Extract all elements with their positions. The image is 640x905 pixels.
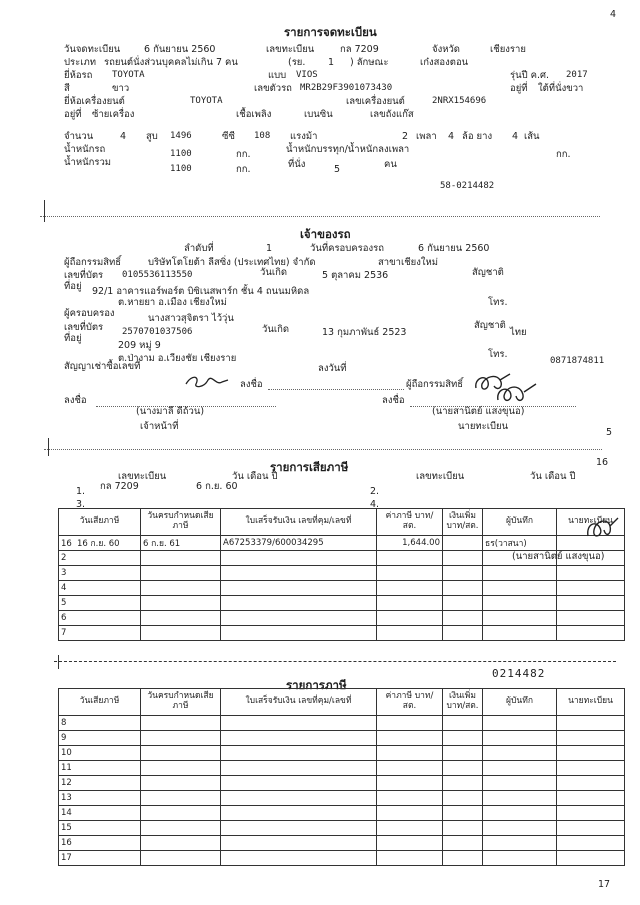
tax2-cell-3	[377, 851, 443, 866]
row-number: 4	[61, 583, 67, 593]
tax-tax: 1,644.00	[402, 538, 440, 548]
tax2-cell-6	[557, 806, 625, 821]
row-number: 5	[61, 598, 67, 608]
possessor-card-number: 2570701037506	[122, 327, 193, 337]
table-row	[59, 731, 625, 746]
label-gross-weight: น้ำหนักรวม	[64, 157, 112, 168]
tax-cell-receipt	[221, 611, 377, 626]
tax2-cell-5	[483, 806, 557, 821]
holder-address-2: ต.หายยา อ.เมือง เชียงใหม่	[118, 297, 227, 308]
owner-title: เจ้าของรถ	[300, 227, 351, 241]
tax-col-header-1: วันครบกำหนดเสียภาษี	[141, 509, 221, 536]
tax2-cell-1	[141, 716, 221, 731]
tax2-cell-4	[443, 851, 483, 866]
tax-cell-tax	[377, 566, 443, 581]
tax2-cell-6	[557, 761, 625, 776]
label-contract: สัญญาเช่าซื้อเลขที่	[64, 361, 141, 372]
label-horsepower: แรงม้า	[290, 131, 318, 142]
ry-number: 1	[328, 57, 335, 68]
label-cylinders: สูบ	[146, 131, 158, 142]
label-birth: วันเกิด	[260, 267, 287, 278]
chassis-location: ใต้ที่นั่งขวา	[538, 83, 584, 94]
tax-col-header-3: ค่าภาษี บาท/สต.	[377, 509, 443, 536]
label-gross-kg: กก.	[236, 164, 251, 175]
tax2-cell-0	[59, 806, 141, 821]
seats: 5	[334, 164, 341, 175]
tax-registrar-signature	[582, 514, 622, 542]
model-year: 2017	[566, 70, 588, 80]
tax-cell-rec	[483, 566, 557, 581]
tax2-cell-6	[557, 716, 625, 731]
tax2-cell-6	[557, 851, 625, 866]
tax2-cell-1	[141, 821, 221, 836]
tax2-cell-2	[221, 821, 377, 836]
tax-cell-extra	[443, 536, 483, 551]
label-model: แบบ	[268, 70, 287, 81]
row-number: 13	[61, 793, 72, 803]
tax-cell-extra	[443, 611, 483, 626]
tax2-cell-6	[557, 821, 625, 836]
registration-title: รายการจดทะเบียน	[284, 25, 377, 39]
tax-cell-rec	[483, 581, 557, 596]
table-row	[59, 851, 625, 866]
row-number: 16	[61, 539, 72, 549]
possessor-name: นางสาวสุจิตรา ไว้วุ่น	[148, 313, 234, 324]
tax2-cell-1	[141, 776, 221, 791]
label-reg-date: วันจดทะเบียน	[64, 44, 121, 55]
tax-cell-reg	[557, 581, 625, 596]
tax-header-regno-1: เลขทะเบียน	[118, 471, 167, 482]
divider-tick	[44, 200, 45, 222]
tax-entry-1-regno: กล 7209	[100, 481, 139, 492]
tax2-cell-3	[377, 791, 443, 806]
tax-receipt: A67253379/600034295	[223, 538, 324, 548]
tax2-cell-5	[483, 821, 557, 836]
row-number: 7	[61, 628, 67, 638]
page-number-5: 5	[606, 427, 613, 438]
row-number: 9	[61, 733, 67, 743]
tax-col-header-4: เงินเพิ่ม บาท/สต.	[443, 509, 483, 536]
axles: 2	[402, 131, 409, 142]
fuel: เบนซิน	[304, 109, 333, 120]
tax2-cell-2	[221, 761, 377, 776]
label-registrar: นายทะเบียน	[458, 421, 509, 432]
tax2-cell-2	[221, 716, 377, 731]
tax2-cell-4	[443, 791, 483, 806]
tax2-cell-2	[221, 791, 377, 806]
row-number: 16	[61, 838, 72, 848]
tax2-cell-0	[59, 851, 141, 866]
tax2-cell-6	[557, 836, 625, 851]
tax-cell-receipt	[221, 536, 377, 551]
tax-cell-reg	[557, 596, 625, 611]
reg-number: กล 7209	[340, 44, 379, 55]
tax2-col-header-3: ค่าภาษี บาท/สต.	[377, 689, 443, 716]
tax2-cell-0	[59, 821, 141, 836]
tax2-cell-5	[483, 716, 557, 731]
label-chassis-location: อยู่ที่	[510, 83, 528, 94]
row-number: 10	[61, 748, 72, 758]
label-nationality: สัญชาติ	[472, 267, 504, 278]
tax2-serial: 0214482	[492, 667, 546, 680]
tax2-cell-4	[443, 806, 483, 821]
tax2-cell-4	[443, 731, 483, 746]
table-row	[59, 791, 625, 806]
label-chassis: เลขตัวรถ	[254, 83, 292, 94]
label-officer: เจ้าหน้าที่	[140, 421, 179, 432]
label-seats: ที่นั่ง	[288, 159, 306, 170]
row-number: 14	[61, 808, 72, 818]
vehicle-type: รถยนต์นั่งส่วนบุคคลไม่เกิน 7 คน	[104, 57, 238, 68]
tax-header-date-1: วัน เดือน ปี	[232, 471, 278, 482]
tax-cell-date	[59, 536, 141, 551]
tax2-col-header-6: นายทะเบียน	[557, 689, 625, 716]
tax-cell-extra	[443, 566, 483, 581]
holder-name: บริษัทโตโยต้า ลีสซิ่ง (ประเทศไทย) จำกัด	[148, 257, 316, 268]
label-holder: ผู้ถือกรรมสิทธิ์	[64, 257, 122, 268]
section-divider-2	[44, 449, 602, 450]
tax2-cell-1	[141, 731, 221, 746]
tax2-cell-5	[483, 776, 557, 791]
tax2-cell-1	[141, 746, 221, 761]
table-row	[59, 746, 625, 761]
tax2-col-header-0: วันเสียภาษี	[59, 689, 141, 716]
table-row	[59, 596, 625, 611]
tax2-cell-4	[443, 761, 483, 776]
ry-label: (รย.	[288, 57, 306, 68]
label-load: น้ำหนักบรรทุก/น้ำหนักลงเพลา	[286, 144, 410, 155]
tax-cell-receipt	[221, 581, 377, 596]
table-row	[59, 536, 625, 551]
possessor-birth: 13 กุมภาพันธ์ 2523	[322, 327, 407, 338]
tax-due: 6 ก.ย. 61	[143, 539, 181, 549]
table-row	[59, 716, 625, 731]
tax-cell-date	[59, 581, 141, 596]
tax-cell-due	[141, 596, 221, 611]
section-divider	[40, 216, 600, 217]
model: VIOS	[296, 70, 318, 80]
label-tires: เส้น	[524, 131, 540, 142]
tax2-cell-4	[443, 776, 483, 791]
tax-cell-receipt	[221, 596, 377, 611]
registrar-name: (นายสานิตย์ แสงขุนอ)	[432, 406, 525, 417]
tax2-cell-6	[557, 731, 625, 746]
label-sequence: ลำดับที่	[184, 243, 214, 254]
divider-tick-3	[58, 655, 59, 669]
section-divider-3	[54, 661, 616, 662]
tax2-cell-0	[59, 776, 141, 791]
tax-cell-extra	[443, 581, 483, 596]
tax-title: รายการเสียภาษี	[270, 460, 349, 474]
tax-cell-rec	[483, 626, 557, 641]
label-color: สี	[64, 83, 70, 94]
tax2-cell-5	[483, 791, 557, 806]
tax-entry-3-index: 3.	[76, 499, 86, 510]
tax-cell-receipt	[221, 626, 377, 641]
vehicle-style: เก๋งสองตอน	[420, 57, 469, 68]
holder-branch: สาขาเชียงใหม่	[378, 257, 439, 268]
tax-header-date-2: วัน เดือน ปี	[530, 471, 576, 482]
tax-cell-reg	[557, 626, 625, 641]
tax2-title: รายการภาษี	[286, 678, 347, 692]
tax-registrar-name: (นายสานิตย์ แสงขุนอ)	[512, 551, 605, 562]
chassis-number: MR2B29F3901073430	[300, 83, 393, 93]
tax-cell-date	[59, 596, 141, 611]
row-number: 3	[61, 568, 67, 578]
tax2-cell-0	[59, 791, 141, 806]
tax2-cell-3	[377, 806, 443, 821]
table-row	[59, 611, 625, 626]
label-style: ) ลักษณะ	[350, 57, 389, 68]
province: เชียงราย	[490, 44, 526, 55]
label-wheels: ล้อ ยาง	[462, 131, 493, 142]
tax-cell-date	[59, 551, 141, 566]
tax2-cell-0	[59, 731, 141, 746]
tax-cell-receipt	[221, 566, 377, 581]
tax-cell-due	[141, 626, 221, 641]
tax-cell-tax	[377, 626, 443, 641]
row-number: 11	[61, 763, 72, 773]
tax2-col-header-2: ใบเสร็จรับเงิน เลขที่คุม/เลขที่	[221, 689, 377, 716]
tax-table	[58, 508, 625, 641]
label-brand: ยี่ห้อรถ	[64, 70, 93, 81]
tax-col-header-6: นายทะเบียน	[557, 509, 625, 536]
tax-col-header-2: ใบเสร็จรับเงิน เลขที่คุม/เลขที่	[221, 509, 377, 536]
tax2-cell-3	[377, 731, 443, 746]
officer-name: (นางมาลี ดีถ้วน)	[136, 406, 205, 417]
tax-cell-due	[141, 536, 221, 551]
label-cc: ซีซี	[222, 131, 235, 142]
table-row	[59, 806, 625, 821]
reg-date: 6 กันยายน 2560	[144, 44, 216, 55]
label-possessor: ผู้ครอบครอง	[64, 308, 115, 319]
tax-date: 16 ก.ย. 60	[77, 539, 120, 549]
tax2-cell-3	[377, 836, 443, 851]
registrar-signature-2	[492, 380, 542, 406]
tax2-table-header-row	[59, 689, 625, 716]
tax2-cell-0	[59, 761, 141, 776]
tax-cell-tax	[377, 611, 443, 626]
row-number: 8	[61, 718, 67, 728]
tax-cell-extra	[443, 626, 483, 641]
label-type: ประเภท	[64, 57, 97, 68]
label-engine-location: อยู่ที่	[64, 109, 82, 120]
tax-cell-tax	[377, 551, 443, 566]
tax2-cell-1	[141, 761, 221, 776]
page-number-top: 4	[610, 9, 617, 20]
table-row	[59, 626, 625, 641]
tax2-cell-2	[221, 731, 377, 746]
sequence: 1	[266, 243, 273, 254]
tax-col-header-0: วันเสียภาษี	[59, 509, 141, 536]
engine-number: 2NRX154696	[432, 96, 487, 106]
divider-tick-2	[48, 438, 49, 456]
tax-cell-reg	[557, 611, 625, 626]
possessor-nationality: ไทย	[510, 327, 527, 338]
tax-cell-extra	[443, 551, 483, 566]
table-row	[59, 776, 625, 791]
tax-cell-rec	[483, 611, 557, 626]
label-nationality-2: สัญชาติ	[474, 320, 506, 331]
tax-table-header-row	[59, 509, 625, 536]
gross-weight: 1100	[170, 164, 192, 174]
tax2-cell-2	[221, 836, 377, 851]
tax-cell-date	[59, 566, 141, 581]
label-load-kg: กก.	[556, 149, 571, 160]
label-sign-registrar: ลงชื่อ	[382, 395, 405, 406]
horsepower: 108	[254, 131, 271, 141]
tires: 4	[512, 131, 519, 142]
tax2-cell-4	[443, 716, 483, 731]
possession-date: 6 กันยายน 2560	[418, 243, 490, 254]
tax2-cell-5	[483, 746, 557, 761]
tax-cell-rec	[483, 596, 557, 611]
label-tel: โทร.	[488, 297, 508, 308]
tax-cell-due	[141, 611, 221, 626]
tax2-cell-2	[221, 776, 377, 791]
row-number: 12	[61, 778, 72, 788]
officer-initial-signature	[182, 370, 232, 392]
tax2-cell-6	[557, 791, 625, 806]
tax-cell-tax	[377, 536, 443, 551]
tax2-cell-1	[141, 791, 221, 806]
tax-cell-date	[59, 626, 141, 641]
tax2-cell-4	[443, 836, 483, 851]
label-weight-kg: กก.	[236, 149, 251, 160]
tax2-cell-2	[221, 851, 377, 866]
tax-cell-reg	[557, 566, 625, 581]
tax-cell-due	[141, 551, 221, 566]
tax-entry-4-index: 4.	[370, 499, 380, 510]
holder-address-1: 92/1 อาคารแอร์พอร์ต บิซิเนสพาร์ก ชั้น 4 ถนนมหิดล	[92, 286, 310, 297]
tax-rec: ธร(วาสนา)	[485, 539, 527, 549]
tax-entry-1-date: 6 ก.ย. 60	[196, 481, 238, 492]
tax2-col-header-5: ผู้บันทึก	[483, 689, 557, 716]
tax2-cell-3	[377, 776, 443, 791]
label-persons: คน	[384, 159, 397, 170]
tax2-cell-6	[557, 746, 625, 761]
label-address: ที่อยู่	[64, 281, 82, 292]
label-weight: น้ำหนักรถ	[64, 144, 106, 155]
engine-location: ซ้ายเครื่อง	[92, 109, 135, 120]
label-engine-number: เลขเครื่องยนต์	[346, 96, 405, 107]
table-row	[59, 761, 625, 776]
tax2-cell-4	[443, 821, 483, 836]
label-holder-signature: ผู้ถือกรรมสิทธิ์	[406, 379, 464, 390]
tax2-cell-4	[443, 746, 483, 761]
table-row	[59, 821, 625, 836]
possessor-address-2: ต.ป่างาม อ.เวียงชัย เชียงราย	[118, 353, 237, 364]
document-serial: 58-0214482	[440, 181, 495, 191]
tax-cell-tax	[377, 596, 443, 611]
label-sign-officer: ลงชื่อ	[64, 395, 87, 406]
label-fuel: เชื้อเพลิง	[236, 109, 272, 120]
tax2-cell-5	[483, 836, 557, 851]
holder-sign-line	[268, 389, 404, 390]
row-number: 17	[61, 853, 72, 863]
tax2-cell-0	[59, 836, 141, 851]
label-gas-tank: เลขถังแก๊ส	[370, 109, 414, 120]
tax2-cell-0	[59, 746, 141, 761]
engine-brand: TOYOTA	[190, 96, 223, 106]
tax2-cell-1	[141, 836, 221, 851]
possessor-tel: 0871874811	[550, 356, 605, 366]
label-axles: เพลา	[416, 131, 437, 142]
color: ขาว	[112, 83, 130, 94]
label-engine-brand: ยี่ห้อเครื่องยนต์	[64, 96, 125, 107]
label-count: จำนวน	[64, 131, 94, 142]
tax2-cell-6	[557, 776, 625, 791]
tax-entry-1-index: 1.	[76, 486, 86, 497]
count: 4	[120, 131, 127, 142]
table-row	[59, 566, 625, 581]
holder-card-number: 0105536113550	[122, 270, 193, 280]
label-card: เลขที่บัตร	[64, 270, 104, 281]
weight: 1100	[170, 149, 192, 159]
row-number: 15	[61, 823, 72, 833]
tax-cell-extra	[443, 596, 483, 611]
cylinders-cc: 1496	[170, 131, 192, 141]
tax-col-header-5: ผู้บันทึก	[483, 509, 557, 536]
tax2-cell-5	[483, 731, 557, 746]
tax2-cell-5	[483, 851, 557, 866]
tax2-cell-1	[141, 851, 221, 866]
tax-header-regno-2: เลขทะเบียน	[416, 471, 465, 482]
tax-cell-rec	[483, 536, 557, 551]
brand: TOYOTA	[112, 70, 145, 80]
label-address-2: ที่อยู่	[64, 333, 82, 344]
holder-birth: 5 ตุลาคม 2536	[322, 270, 389, 281]
label-birth-2: วันเกิด	[262, 324, 289, 335]
label-card-2: เลขที่บัตร	[64, 322, 104, 333]
tax-cell-due	[141, 566, 221, 581]
row-number: 6	[61, 613, 67, 623]
label-possession-date: วันที่ครอบครองรถ	[310, 243, 384, 254]
possessor-address-1: 209 หมู่ 9	[118, 340, 161, 351]
tax-cell-tax	[377, 581, 443, 596]
page-number-17: 17	[598, 879, 611, 890]
label-year: รุ่นปี ค.ศ.	[510, 70, 550, 81]
tax-cell-due	[141, 581, 221, 596]
tax-entry-2-index: 2.	[370, 486, 380, 497]
page-number-16: 16	[596, 457, 609, 468]
wheels: 4	[448, 131, 455, 142]
tax-cell-date	[59, 611, 141, 626]
label-reg-number: เลขทะเบียน	[266, 44, 315, 55]
label-contract-date: ลงวันที่	[318, 363, 347, 374]
table-row	[59, 581, 625, 596]
tax2-cell-3	[377, 716, 443, 731]
tax2-cell-3	[377, 761, 443, 776]
tax-cell-receipt	[221, 551, 377, 566]
tax2-cell-1	[141, 806, 221, 821]
tax2-cell-2	[221, 746, 377, 761]
tax2-col-header-1: วันครบกำหนดเสียภาษี	[141, 689, 221, 716]
tax2-cell-2	[221, 806, 377, 821]
label-sign-holder: ลงชื่อ	[240, 379, 263, 390]
tax2-cell-0	[59, 716, 141, 731]
tax2-cell-5	[483, 761, 557, 776]
label-tel-2: โทร.	[488, 349, 508, 360]
tax2-cell-3	[377, 821, 443, 836]
tax2-cell-3	[377, 746, 443, 761]
tax2-col-header-4: เงินเพิ่ม บาท/สต.	[443, 689, 483, 716]
label-province: จังหวัด	[432, 44, 460, 55]
table-row	[59, 836, 625, 851]
tax2-table	[58, 688, 625, 866]
row-number: 2	[61, 553, 67, 563]
